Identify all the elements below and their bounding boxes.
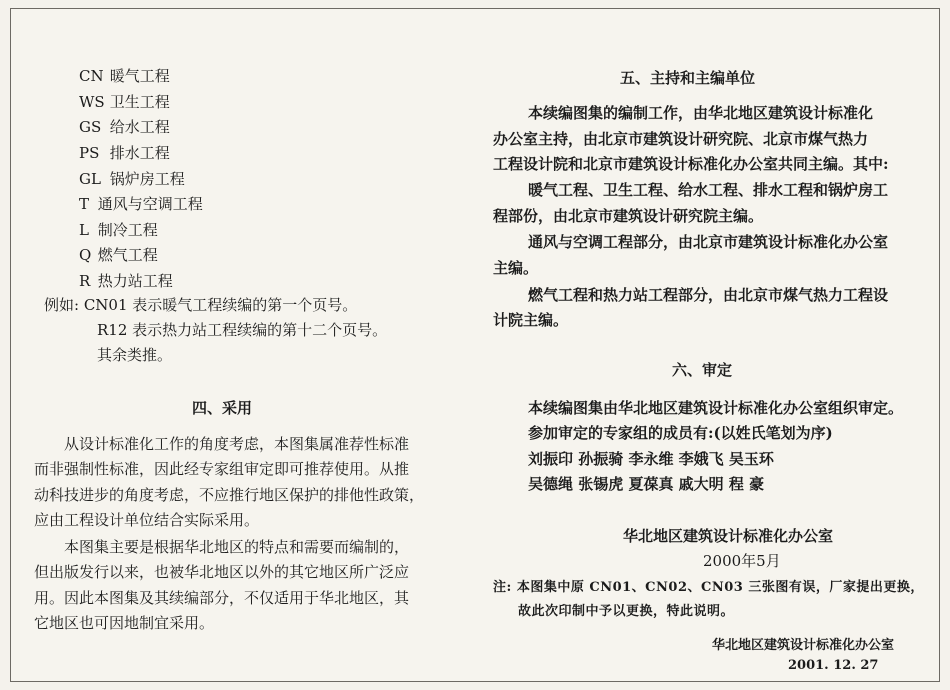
- note-line-1: 注: 本图集中原 CN01、CN02、CN03 三张图有误，厂家提出更换，: [493, 580, 924, 595]
- paragraph-line: 主编。: [493, 259, 539, 277]
- issue-date: 2000年5月: [703, 552, 781, 570]
- issuing-organization: 华北地区建筑设计标准化办公室: [623, 527, 834, 545]
- paragraph-line: 用。因此本图集及其续编部分，不仅适用于华北地区，其: [34, 589, 410, 607]
- section-6-title: 六、审定: [672, 361, 733, 379]
- note-line-2: 故此次印制中予以更换，特此说明。: [518, 604, 735, 619]
- example-line-1: 例如: CN01 表示暖气工程续编的第一个页号。: [44, 296, 358, 314]
- code-item-ps: PS 排水工程: [79, 144, 170, 162]
- code-item-gl: GL 锅炉房工程: [79, 170, 185, 188]
- paragraph-line: 燃气工程和热力站工程部分，由北京市煤气热力工程设: [528, 286, 889, 304]
- paragraph-line: 但出版发行以来，也被华北地区以外的其它地区所广泛应: [34, 563, 410, 581]
- code-item-q: Q 燃气工程: [79, 246, 158, 264]
- code-item-cn: CN 暖气工程: [79, 67, 170, 85]
- paragraph-line: 工程设计院和北京市建筑设计标准化办公室共同主编。其中:: [493, 155, 889, 173]
- code-item-t: T 通风与空调工程: [79, 195, 203, 213]
- paragraph-line: 应由工程设计单位结合实际采用。: [34, 511, 260, 529]
- paragraph-line: 本续编图集由华北地区建筑设计标准化办公室组织审定。: [528, 399, 904, 417]
- paragraph-line: 计院主编。: [493, 311, 569, 329]
- section-4-title: 四、采用: [192, 399, 253, 417]
- paragraph-line: 它地区也可因地制宜采用。: [34, 614, 215, 632]
- paragraph-line: 暖气工程、卫生工程、给水工程、排水工程和锅炉房工: [528, 181, 889, 199]
- paragraph-line: 而非强制性标准，因此经专家组审定即可推荐使用。从推: [34, 460, 410, 478]
- signature-organization: 华北地区建筑设计标准化办公室: [712, 638, 895, 653]
- code-item-gs: GS 给水工程: [79, 118, 170, 136]
- paragraph-line: 程部份，由北京市建筑设计研究院主编。: [493, 207, 764, 225]
- paragraph-line: 本图集主要是根据华北地区的特点和需要而编制的，: [64, 538, 410, 556]
- code-item-r: R 热力站工程: [79, 272, 173, 290]
- example-line-2: R12 表示热力站工程续编的第十二个页号。: [97, 321, 388, 339]
- paragraph-line: 动科技进步的角度考虑，不应推行地区保护的排他性政策，: [34, 486, 425, 504]
- code-item-l: L 制冷工程: [79, 221, 158, 239]
- paragraph-line: 通风与空调工程部分，由北京市建筑设计标准化办公室: [528, 233, 889, 251]
- section-5-title: 五、主持和主编单位: [620, 69, 756, 87]
- paragraph-line: 本续编图集的编制工作，由华北地区建筑设计标准化: [528, 104, 874, 122]
- expert-names-line: 吴德绳 张锡虎 夏葆真 戚大明 程 豪: [528, 475, 765, 493]
- expert-names-line: 刘振印 孙振骑 李永维 李娥飞 吴玉环: [528, 450, 774, 468]
- paragraph-line: 办公室主持，由北京市建筑设计研究院、北京市煤气热力: [493, 130, 869, 148]
- paragraph-line: 从设计标准化工作的角度考虑，本图集属准荐性标准: [64, 435, 410, 453]
- code-item-ws: WS 卫生工程: [79, 93, 170, 111]
- paragraph-line: 参加审定的专家组的成员有:(以姓氏笔划为序): [528, 424, 833, 442]
- example-line-3: 其余类推。: [97, 346, 173, 364]
- signature-date: 2001. 12. 27: [788, 658, 879, 673]
